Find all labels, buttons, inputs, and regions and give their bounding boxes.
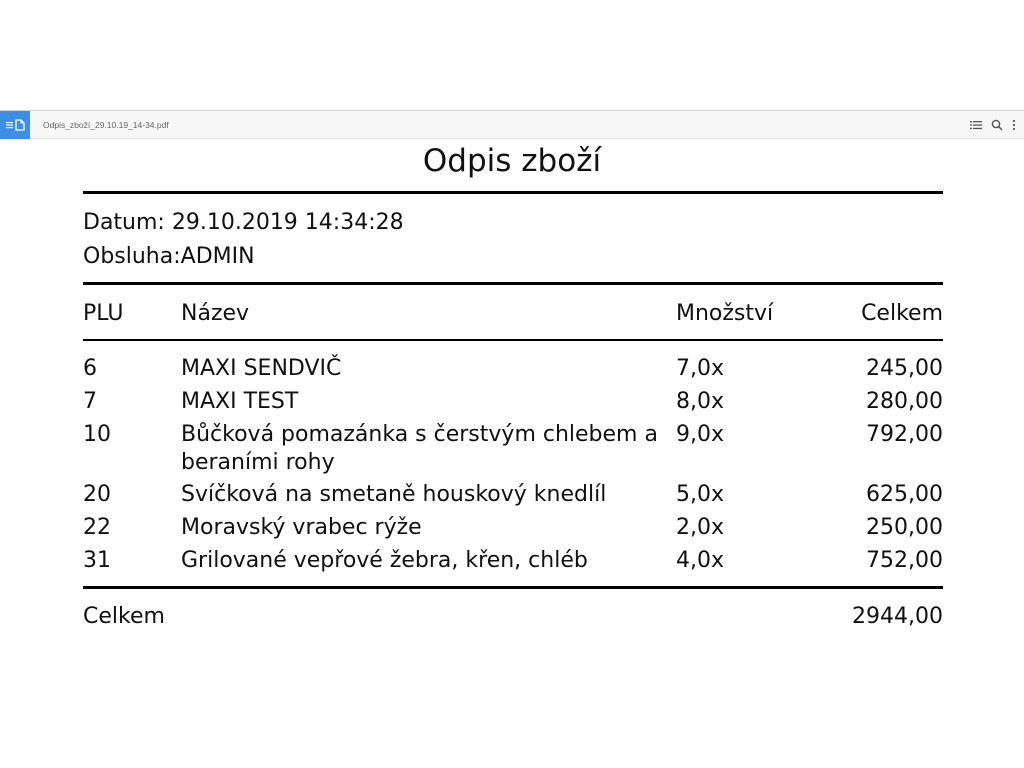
- page-title: Odpis zboží: [422, 143, 602, 179]
- row-plu: 7: [83, 389, 97, 414]
- row-name: Moravský vrabec rýže: [181, 515, 422, 540]
- search-icon[interactable]: [991, 119, 1003, 131]
- pdf-page: [0, 139, 1024, 629]
- total-value: 2944,00: [852, 604, 943, 629]
- row-name: Bůčková pomazánka s čerstvým chlebem a beraními rohy: [181, 422, 658, 475]
- row-plu: 10: [83, 422, 111, 447]
- operator-label: Obsluha:: [83, 244, 181, 269]
- row-plu: 31: [83, 548, 111, 573]
- row-qty: 8,0x: [676, 389, 725, 414]
- row-total: 752,00: [866, 548, 943, 573]
- operator-line: [83, 243, 255, 271]
- row-plu: 6: [83, 356, 97, 381]
- row-qty: 2,0x: [676, 515, 725, 540]
- sidebar-toggle-button[interactable]: [0, 111, 30, 139]
- row-qty: 4,0x: [676, 548, 725, 573]
- divider: [83, 586, 943, 589]
- divider: [83, 191, 943, 194]
- menu-icon: [6, 121, 13, 129]
- column-header-total: Celkem: [861, 301, 943, 326]
- row-qty: 9,0x: [676, 422, 725, 447]
- divider: [83, 282, 943, 285]
- row-total: 250,00: [866, 515, 943, 540]
- list-icon[interactable]: [970, 120, 982, 130]
- row-total: 792,00: [866, 422, 943, 447]
- date-value: 29.10.2019 14:34:28: [171, 210, 404, 235]
- row-total: 245,00: [866, 356, 943, 381]
- row-name: Grilované vepřové žebra, křen, chléb: [181, 548, 588, 573]
- row-name: MAXI TEST: [181, 389, 299, 414]
- total-label: Celkem: [83, 604, 165, 629]
- more-vert-icon[interactable]: [1012, 119, 1016, 131]
- column-header-name: Název: [181, 301, 250, 326]
- row-name: Svíčková na smetaně houskový knedlíl: [181, 482, 607, 507]
- column-header-qty: Množství: [676, 301, 774, 326]
- document-icon: [15, 119, 25, 131]
- row-plu: 22: [83, 515, 111, 540]
- file-name: Odpis_zboží_29.10.19_14-34.pdf: [43, 120, 169, 130]
- pdf-viewer-toolbar: [0, 110, 1024, 139]
- row-qty: 5,0x: [676, 482, 725, 507]
- row-total: 625,00: [866, 482, 943, 507]
- row-plu: 20: [83, 482, 111, 507]
- date-line: [83, 209, 404, 237]
- operator-value: ADMIN: [180, 244, 255, 269]
- date-label: Datum:: [83, 210, 165, 235]
- row-total: 280,00: [866, 389, 943, 414]
- row-qty: 7,0x: [676, 356, 725, 381]
- divider: [83, 339, 943, 341]
- column-header-plu: PLU: [83, 301, 124, 326]
- row-name: MAXI SENDVIČ: [181, 356, 342, 381]
